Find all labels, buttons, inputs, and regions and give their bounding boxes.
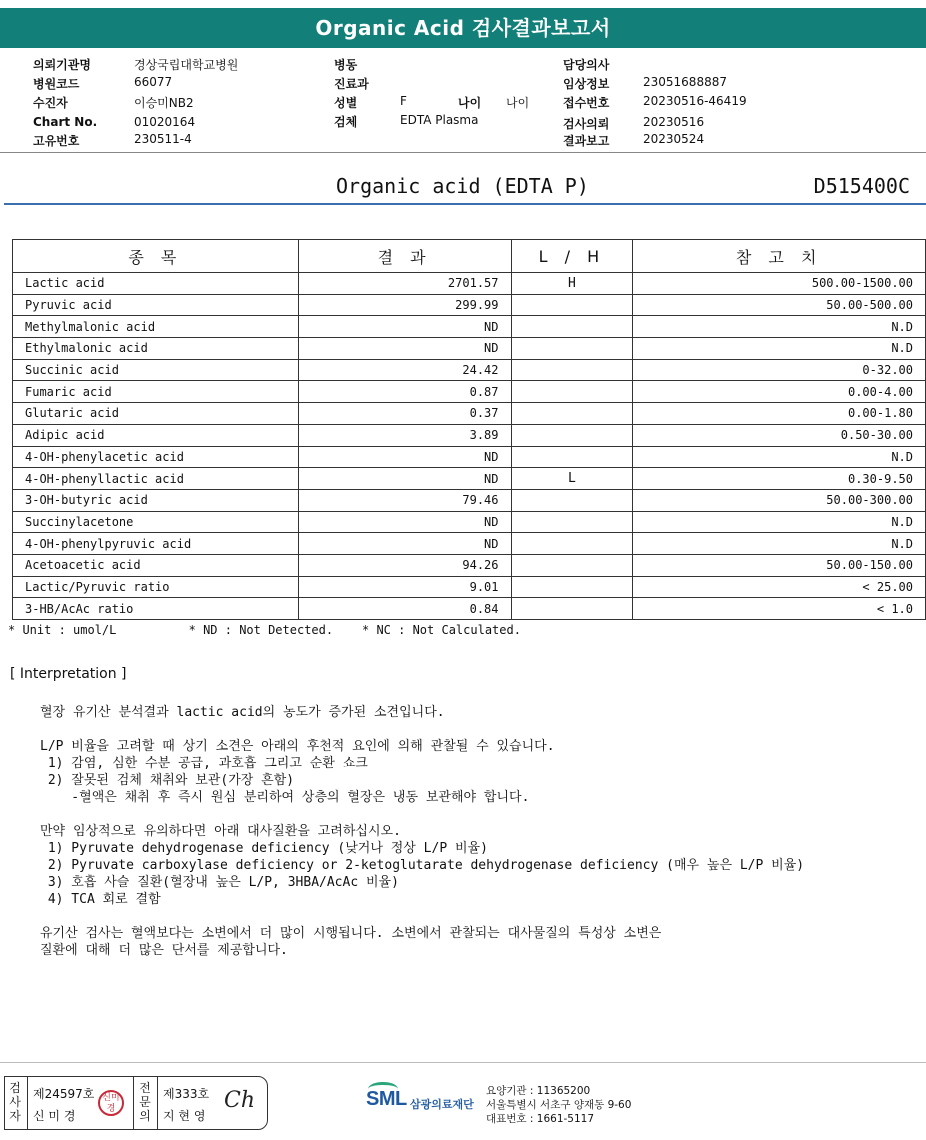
cell-item: Pyruvic acid [13, 294, 299, 316]
cell-reference: 500.00-1500.00 [633, 273, 926, 295]
cell-reference: 0.30-9.50 [633, 468, 926, 490]
cell-result: 2701.57 [298, 273, 511, 295]
value-receipt-no: 20230516-46419 [643, 94, 747, 108]
table-row [13, 424, 926, 446]
signbox-separator [133, 1077, 134, 1129]
table-row [13, 511, 926, 533]
cell-result: 299.99 [298, 294, 511, 316]
table-row [13, 598, 926, 620]
value-result-report: 20230524 [643, 132, 705, 146]
header-lh: L / H [511, 240, 633, 273]
interpretation-line: 2) 잘못된 검체 채취와 보관(가장 흔함) [40, 773, 295, 788]
cell-flag [511, 446, 633, 468]
cell-item: Lactic/Pyruvic ratio [13, 576, 299, 598]
cell-item: Succinic acid [13, 359, 299, 381]
cell-flag [511, 359, 633, 381]
cell-flag [511, 424, 633, 446]
cell-flag [511, 403, 633, 425]
cell-reference: 0-32.00 [633, 359, 926, 381]
label-result-report: 결과보고 [563, 134, 610, 148]
lab-name: 삼광의료재단 [410, 1098, 474, 1111]
header-result: 결 과 [298, 240, 511, 273]
table-row [13, 338, 926, 360]
cell-item: 3-HB/AcAc ratio [13, 598, 299, 620]
label-unique-no: 고유번호 [33, 134, 80, 148]
report-title: Organic Acid 검사결과보고서 [0, 8, 926, 48]
cell-reference: 0.50-30.00 [633, 424, 926, 446]
cell-result: 3.89 [298, 424, 511, 446]
table-row [13, 273, 926, 295]
cell-item: Ethylmalonic acid [13, 338, 299, 360]
table-row [13, 576, 926, 598]
label-sex: 성별 [334, 96, 358, 110]
cell-item: 3-OH-butyric acid [13, 489, 299, 511]
examiner-name: 신 미 경 [33, 1109, 76, 1123]
value-age: 나이 [506, 96, 530, 110]
cell-flag: L [511, 468, 633, 490]
interpretation-line: 1) Pyruvate dehydrogenase deficiency (낮거나 정상 L/P 비율) [40, 841, 488, 856]
interpretation-line: 질환에 대해 더 많은 단서를 제공합니다. [40, 943, 288, 958]
cell-result: ND [298, 468, 511, 490]
cell-reference: 0.00-4.00 [633, 381, 926, 403]
value-patient: 이승미NB2 [134, 96, 194, 110]
cell-result: 9.01 [298, 576, 511, 598]
table-row [13, 316, 926, 338]
value-sex: F [400, 94, 407, 108]
label-ward: 병동 [334, 58, 358, 72]
label-doctor: 담당의사 [563, 58, 610, 72]
cell-result: 0.87 [298, 381, 511, 403]
table-row [13, 554, 926, 576]
examiner-seal: 신미경 [98, 1090, 124, 1116]
value-test-request: 20230516 [643, 115, 705, 129]
cell-flag [511, 598, 633, 620]
label-department: 진료과 [334, 77, 369, 91]
interpretation-line: 혈장 유기산 분석결과 lactic acid의 농도가 증가된 소견입니다. [40, 705, 445, 720]
cell-flag [511, 316, 633, 338]
cell-item: 4-OH-phenylacetic acid [13, 446, 299, 468]
lab-logo [366, 1082, 486, 1122]
interpretation-line [40, 908, 804, 925]
table-row [13, 533, 926, 555]
reviewer-label: 전문의 [139, 1081, 151, 1123]
cell-flag [511, 489, 633, 511]
label-hospital-code: 병원코드 [33, 77, 80, 91]
cell-item: Glutaric acid [13, 403, 299, 425]
cell-result: ND [298, 446, 511, 468]
cell-result: 24.42 [298, 359, 511, 381]
logo-text: SML [366, 1088, 407, 1110]
interpretation-line: 2) Pyruvate carboxylase deficiency or 2-ketoglutarate dehydrogenase deficiency (매우 높은 L/P 비율) [40, 858, 805, 873]
signbox-separator [157, 1077, 158, 1129]
table-row [13, 489, 926, 511]
cell-flag [511, 554, 633, 576]
label-age: 나이 [458, 96, 482, 110]
interpretation-line: 만약 임상적으로 유의하다면 아래 대사질환을 고려하십시오. [40, 824, 401, 839]
interpretation-line [40, 721, 804, 738]
interpretation-line: L/P 비율을 고려할 때 상기 소견은 아래의 후천적 요인에 의해 관찰될 수 있습니다. [40, 739, 555, 754]
value-clinical-info: 23051688887 [643, 75, 727, 89]
footnote: * Unit : umol/L * ND : Not Detected. * NC : Not Calculated. [8, 623, 521, 637]
cell-item: Acetoacetic acid [13, 554, 299, 576]
table-header-row [13, 240, 926, 273]
cell-item: 4-OH-phenylpyruvic acid [13, 533, 299, 555]
cell-flag [511, 381, 633, 403]
cell-reference: < 25.00 [633, 576, 926, 598]
cell-item: 4-OH-phenyllactic acid [13, 468, 299, 490]
cell-result: 79.46 [298, 489, 511, 511]
value-hospital-code: 66077 [134, 75, 173, 89]
cell-result: 0.84 [298, 598, 511, 620]
cell-reference: 0.00-1.80 [633, 403, 926, 425]
care-institution: 요양기관 : 11365200 [486, 1085, 591, 1097]
interpretation-line: 3) 호흡 사슬 질환(혈장내 높은 L/P, 3HBA/AcAc 비율) [40, 875, 399, 890]
label-clinical-info: 임상정보 [563, 77, 610, 91]
label-test-request: 검사의뢰 [563, 117, 610, 131]
table-row [13, 381, 926, 403]
value-specimen: EDTA Plasma [400, 113, 479, 127]
test-code: D515400C [813, 174, 910, 198]
label-receipt-no: 접수번호 [563, 96, 610, 110]
label-specimen: 검체 [334, 115, 358, 129]
lab-phone: 대표번호 : 1661-5117 [486, 1113, 595, 1125]
reviewer-signature: Ch [224, 1088, 256, 1113]
examiner-no: 제24597호 [33, 1087, 95, 1101]
interpretation-line: -혈액은 채취 후 즉시 원심 분리하여 상층의 혈장은 냉동 보관해야 합니다. [40, 790, 530, 805]
cell-result: 0.37 [298, 403, 511, 425]
cell-item: Succinylacetone [13, 511, 299, 533]
cell-flag [511, 511, 633, 533]
cell-reference: N.D [633, 316, 926, 338]
test-title: Organic acid (EDTA P) [336, 174, 589, 198]
divider [0, 152, 926, 153]
cell-result: ND [298, 533, 511, 555]
title-underline [4, 203, 926, 205]
cell-reference: < 1.0 [633, 598, 926, 620]
label-requesting-institution: 의뢰기관명 [33, 58, 91, 72]
label-patient: 수진자 [33, 96, 68, 110]
cell-flag [511, 533, 633, 555]
cell-reference: N.D [633, 533, 926, 555]
cell-reference: N.D [633, 338, 926, 360]
cell-reference: N.D [633, 511, 926, 533]
signbox-separator [27, 1077, 28, 1129]
label-chart-no: Chart No. [33, 115, 98, 129]
cell-flag [511, 294, 633, 316]
cell-flag [511, 576, 633, 598]
cell-flag: H [511, 273, 633, 295]
cell-result: ND [298, 511, 511, 533]
results-table [12, 239, 926, 620]
interpretation-line: 1) 감염, 심한 수분 공급, 과호흡 그리고 순환 쇼크 [40, 756, 368, 771]
header-item: 종 목 [13, 240, 299, 273]
lab-address: 서울특별시 서초구 양재동 9-60 [486, 1099, 632, 1111]
table-row [13, 294, 926, 316]
examiner-label: 검사자 [9, 1081, 21, 1123]
cell-flag [511, 338, 633, 360]
interpretation-line [40, 806, 804, 823]
cell-item: Adipic acid [13, 424, 299, 446]
cell-item: Fumaric acid [13, 381, 299, 403]
lab-address-block [486, 1084, 631, 1126]
interpretation-text [40, 704, 804, 959]
table-row [13, 468, 926, 490]
value-unique-no: 230511-4 [134, 132, 192, 146]
value-requesting-institution: 경상국립대학교병원 [134, 58, 239, 72]
table-row [13, 403, 926, 425]
cell-item: Lactic acid [13, 273, 299, 295]
interpretation-line: 4) TCA 회로 결함 [40, 892, 161, 907]
cell-reference: 50.00-300.00 [633, 489, 926, 511]
cell-result: ND [298, 316, 511, 338]
reviewer-no: 제333호 [163, 1087, 210, 1101]
interpretation-line: 유기산 검사는 혈액보다는 소변에서 더 많이 시행됩니다. 소변에서 관찰되는 대사물질의 특성상 소변은 [40, 926, 662, 941]
patient-info [0, 56, 926, 152]
cell-reference: 50.00-500.00 [633, 294, 926, 316]
cell-reference: N.D [633, 446, 926, 468]
table-row [13, 446, 926, 468]
cell-result: 94.26 [298, 554, 511, 576]
footer-divider [0, 1062, 926, 1063]
table-row [13, 359, 926, 381]
cell-item: Methylmalonic acid [13, 316, 299, 338]
cell-result: ND [298, 338, 511, 360]
interpretation-title: [ Interpretation ] [10, 666, 127, 682]
value-chart-no: 01020164 [134, 115, 196, 129]
reviewer-name: 지 현 영 [163, 1109, 206, 1123]
header-reference: 참 고 치 [633, 240, 926, 273]
cell-reference: 50.00-150.00 [633, 554, 926, 576]
